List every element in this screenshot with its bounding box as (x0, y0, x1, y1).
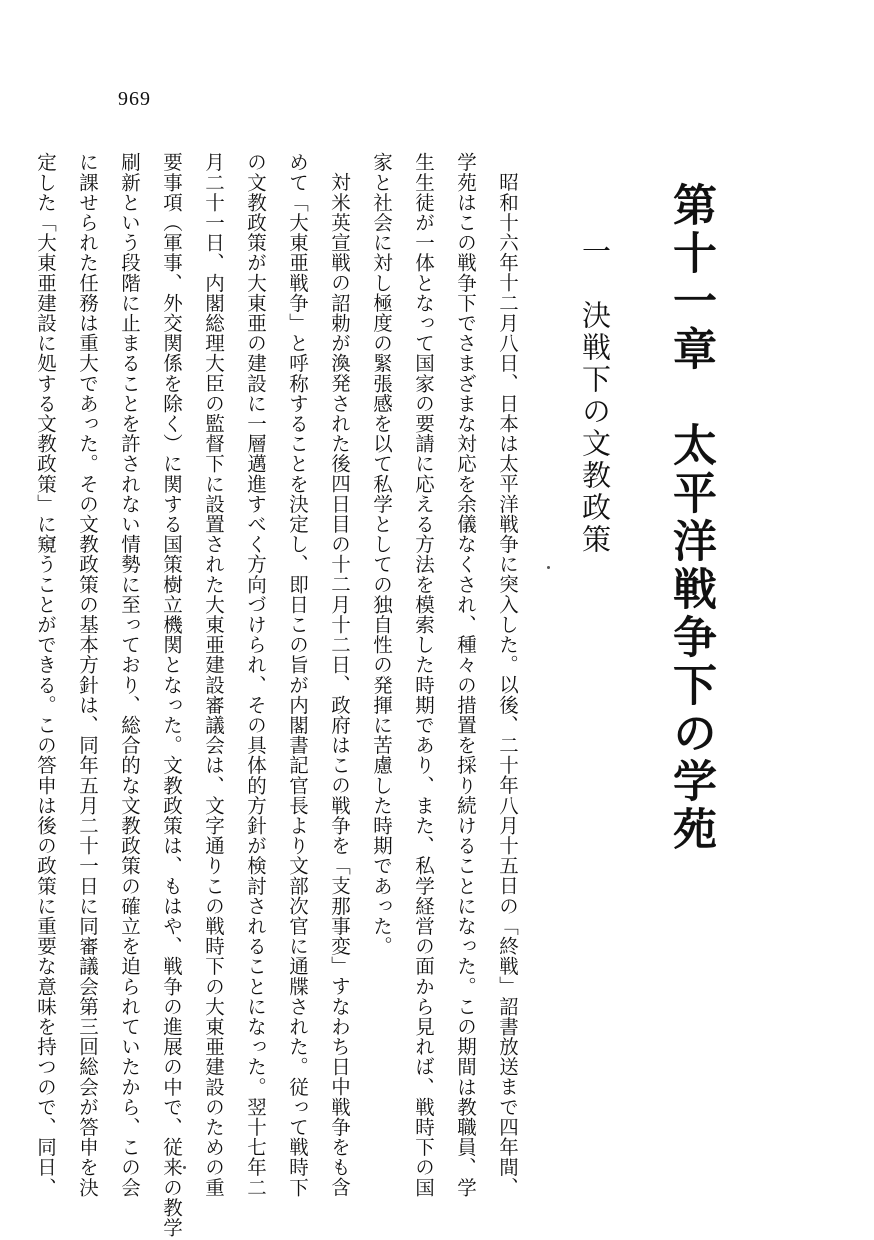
body-line: 対米英宣戦の詔勅が渙発された後四日目の十二月十二日、政府はこの戦争を「支那事変」すなわち日中戦争をも含 (328, 171, 351, 1197)
body-line: 家と社会に対し極度の緊張感を以て私学としての独自性の発揮に苦慮した時期であった。 (370, 152, 393, 956)
body-line: めて「大東亜戦争」と呼称することを決定し、即日この旨が内閣書記官長より文部次官に通牒された。従って戦時下 (286, 152, 309, 1198)
scan-speck (547, 566, 550, 569)
body-line: 定した「大東亜建設に処する文教政策」に窺うことができる。この答申は後の政策に重要な意味を持つので、同日、 (34, 152, 57, 1198)
body-line: 刷新という段階に止まることを許されない情勢に至っており、総合的な文教政策の確立を迫られていたから、この会 (118, 152, 141, 1198)
scan-speck (183, 1166, 186, 1169)
body-line: 昭和十六年十二月八日、日本は太平洋戦争に突入した。以後、二十年八月十五日の「終戦」詔書放送まで四年間、 (496, 171, 519, 1197)
chapter-title: 第十一章 太平洋戦争下の学苑 (665, 182, 716, 854)
body-line: 生生徒が一体となって国家の要請に応える方法を模索した時期であり、また、私学経営の面から見れば、戦時下の国 (412, 152, 435, 1198)
body-line: 学苑はこの戦争下でさまざまな対応を余儀なくされ、種々の措置を採り続けることになった。この期間は教職員、学 (454, 152, 477, 1198)
body-line: 要事項（軍事、外交関係を除く）に関する国策樹立機関となった。文教政策は、もはや、戦争の進展の中で、従来の教学 (160, 152, 183, 1238)
body-line: に課せられた任務は重大であった。その文教政策の基本方針は、同年五月二十一日に同審議会第三回総会が答申を決 (76, 152, 99, 1198)
body-line: 月二十一日、内閣総理大臣の監督下に設置された大東亜建設審議会は、文字通りこの戦時下の大東亜建設のための重 (202, 152, 225, 1198)
page-number: 969 (118, 88, 151, 110)
section-title: 一 決戦下の文教政策 (578, 236, 612, 556)
body-line: の文教政策が大東亜の建設に一層邁進すべく方向づけられ、その具体的方針が検討されることになった。翌十七年二 (244, 152, 267, 1198)
body-text (34, 152, 528, 1238)
